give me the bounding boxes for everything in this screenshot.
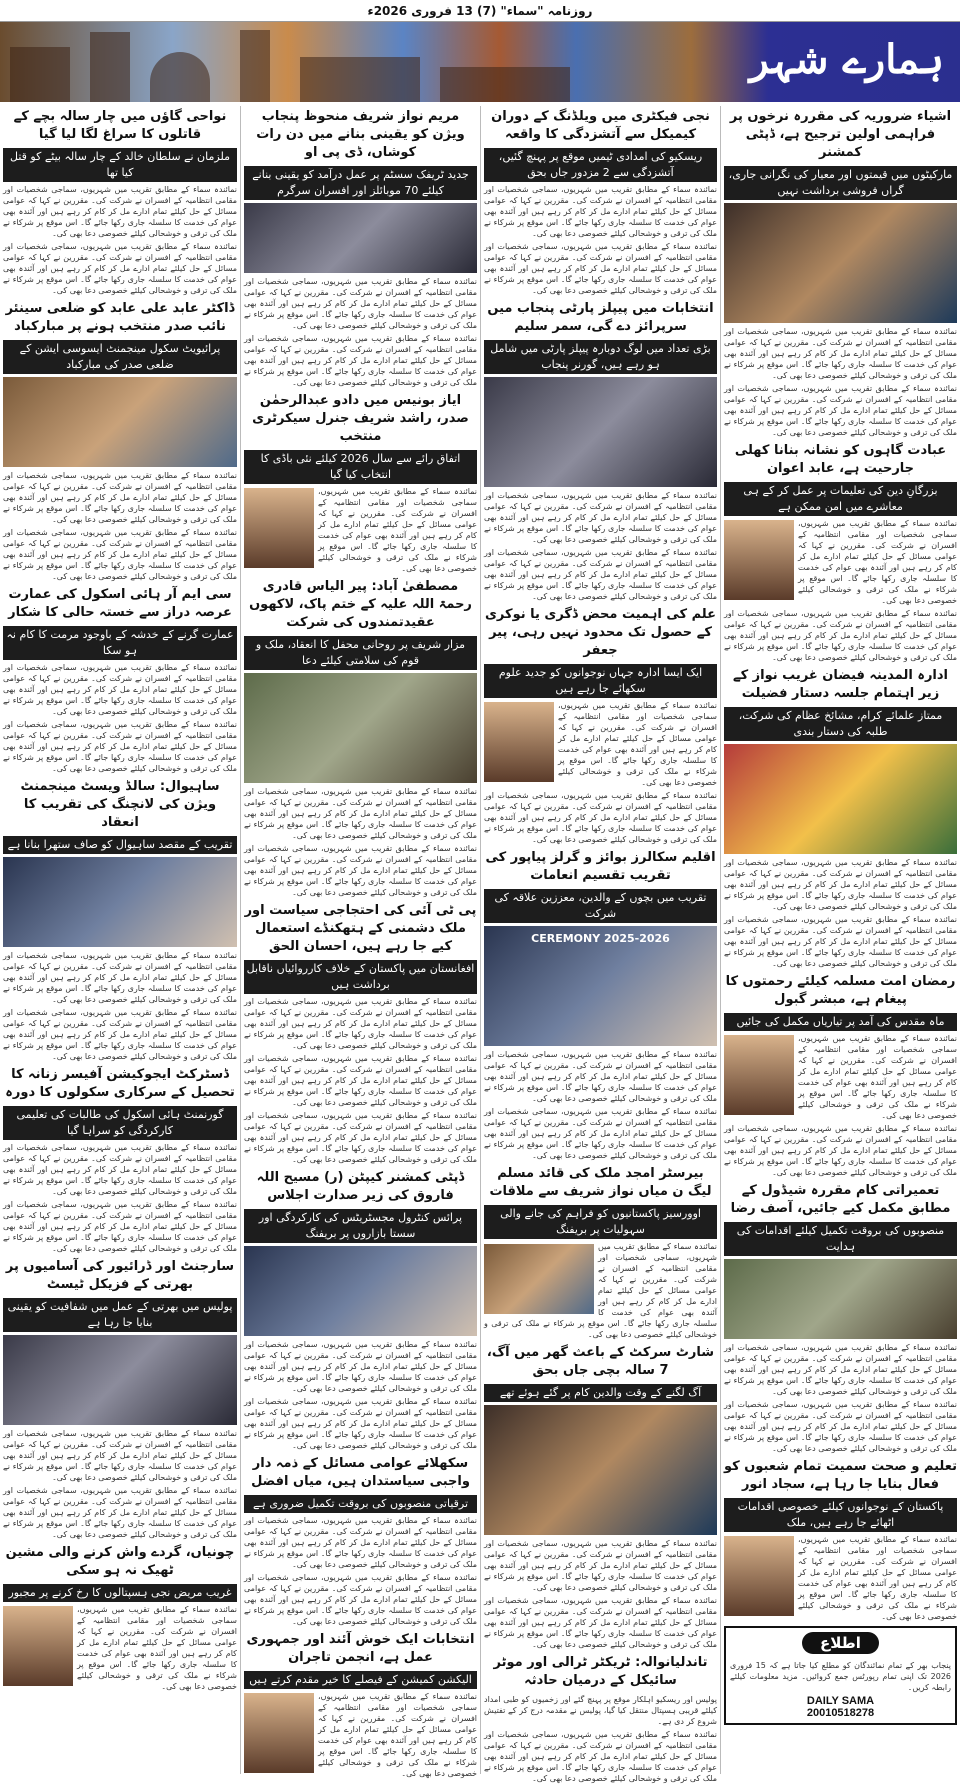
headline: مصطفیٰ آباد: پیر الیاس قادری رحمۃ اللہ علیہ کے ختم پاک، لاکھوں عقیدتمندوں کی شرکت [249,579,472,630]
announcement-box [724,1626,957,1725]
subheadline: بڑی تعداد میں لوگ دوبارہ پیپلز پارٹی میں شامل ہو رہے ہیں، گورنر پنجاب [484,340,717,374]
headline: ڈاکٹر عابد علی عابد کو ضلعی سینئر نائب صدر منتخب ہونے پر مبارکباد [5,301,235,334]
subheadline: منصوبوں کی بروقت تکمیل کیلئے اقدامات کی ہدایت [724,1222,957,1256]
headline: علم کی اہمیت محض ڈگری یا نوکری کے حصول تک محدود نہیں رہی، پیر جعفر [485,607,716,658]
article-text: پولیس اور ریسکیو اہلکار موقع پر پہنچ گئے اور زخمیوں کو طبی امداد کیلئے قریبی ہسپتال منتقل کیا گیا، پولیس نے مقدمہ درج کر کے تفتیش شروع کر دی ہے۔ [484,1695,717,1726]
subheadline: بزرگانِ دین کی تعلیمات پر عمل کر کے ہی معاشرے میں امن ممکن ہے [724,482,957,516]
headline: چونیاں، گردے واش کرنے والی مشین ٹھیک نہ ہو سکی [5,1545,235,1578]
article-text: نمائندہ سماء کے مطابق تقریب میں شہریوں، سماجی شخصیات اور مقامی انتظامیہ کے افسران نے شرکت کی۔ مقررین نے کہا کہ عوامی مسائل کے حل کیلئے تمام ادارے مل کر کام کر رہے ہیں اور آئندہ بھی عوام کی خدمت کا سلسلہ جاری رکھا جائے گا۔ اس موقع پر شرکاء نے ملک کی ترقی و خوشحالی کیلئے خصوصی دعا بھی کی۔ [3,1429,237,1482]
subheadline: ممتاز علمائے کرام، مشائخ عظام کی شرکت، طلبہ کی دستار بندی [724,707,957,741]
announcement-phone: 20010518278 [806,1707,875,1719]
article-text: نمائندہ سماء کے مطابق تقریب میں شہریوں، سماجی شخصیات اور مقامی انتظامیہ کے افسران نے شرکت کی۔ مقررین نے کہا کہ عوامی مسائل کے حل کیلئے تمام ادارے مل کر کام کر رہے ہیں اور آئندہ بھی عوام کی خدمت کا سلسلہ جاری رکھا جائے گا۔ اس موقع پر شرکاء نے ملک کی ترقی و خوشحالی کیلئے خصوصی دعا بھی کی۔ [724,609,957,662]
article-text: نمائندہ سماء کے مطابق تقریب میں شہریوں، سماجی شخصیات اور مقامی انتظامیہ کے افسران نے شرکت کی۔ مقررین نے کہا کہ عوامی مسائل کے حل کیلئے تمام ادارے مل کر کام کر رہے ہیں اور آئندہ بھی عوام کی خدمت کا سلسلہ جاری رکھا جائے گا۔ اس موقع پر شرکاء نے ملک کی ترقی و خوشحالی کیلئے خصوصی دعا بھی کی۔ [3,951,237,1004]
photo-caption: CEREMONY 2025-2026 [531,932,670,945]
banner [0,22,960,102]
article-text: نمائندہ سماء کے مطابق تقریب میں شہریوں، سماجی شخصیات اور مقامی انتظامیہ کے افسران نے شرکت کی۔ مقررین نے کہا کہ عوامی مسائل کے حل کیلئے تمام ادارے مل کر کام کر رہے ہیں اور آئندہ بھی عوام کی خدمت کا سلسلہ جاری رکھا جائے گا۔ اس موقع پر شرکاء نے ملک کی ترقی و خوشحالی کیلئے خصوصی دعا بھی کی۔ [3,1200,237,1253]
section-title: ہمارے شہر [749,36,944,83]
column-2 [480,106,720,1783]
article-text: نمائندہ سماء کے مطابق تقریب میں شہریوں، سماجی شخصیات اور مقامی انتظامیہ کے افسران نے شرکت کی۔ مقررین نے کہا کہ عوامی مسائل کے حل کیلئے تمام ادارے مل کر کام کر رہے ہیں اور آئندہ بھی عوام کی خدمت کا سلسلہ جاری رکھا جائے گا۔ اس موقع پر شرکاء نے ملک کی ترقی و خوشحالی کیلئے خصوصی دعا بھی کی۔ [484,242,717,295]
article-text: نمائندہ سماء کے مطابق تقریب میں شہریوں، سماجی شخصیات اور مقامی انتظامیہ کے افسران نے شرکت کی۔ مقررین نے کہا کہ عوامی مسائل کے حل کیلئے تمام ادارے مل کر کام کر رہے ہیں اور آئندہ بھی عوام کی خدمت کا سلسلہ جاری رکھا جائے گا۔ اس موقع پر شرکاء نے ملک کی ترقی و خوشحالی کیلئے خصوصی دعا بھی کی۔ [484,548,717,601]
portrait-photo [244,488,314,568]
portrait-photo [724,1035,794,1115]
gathering-photo [244,673,477,783]
headline: تعمیراتی کام مقررہ شیڈول کے مطابق مکمل کیے جائیں، آصف رضا [730,1183,951,1216]
headline: عبادت گاہوں کو نشانہ بنانا کھلی جارحیت ہے، عابد اعوان [734,443,947,476]
ceremony-photo [724,744,957,854]
article-text: نمائندہ سماء کے مطابق تقریب میں شہریوں، سماجی شخصیات اور مقامی انتظامیہ کے افسران نے شرکت کی۔ مقررین نے کہا کہ عوامی مسائل کے حل کیلئے تمام ادارے مل کر کام کر رہے ہیں اور آئندہ بھی عوام کی خدمت کا سلسلہ جاری رکھا جائے گا۔ اس موقع پر شرکاء نے ملک کی ترقی و خوشحالی کیلئے خصوصی دعا بھی کی۔ [484,1050,717,1103]
headline: اشیاء ضروریہ کی مقررہ نرخوں پر فراہمی اولین ترجیح ہے، ڈپٹی کمشنر [729,109,952,160]
article-text: نمائندہ سماء کے مطابق تقریب میں شہریوں، سماجی شخصیات اور مقامی انتظامیہ کے افسران نے شرکت کی۔ مقررین نے کہا کہ عوامی مسائل کے حل کیلئے تمام ادارے مل کر کام کر رہے ہیں اور آئندہ بھی عوام کی خدمت کا سلسلہ جاری رکھا جائے گا۔ اس موقع پر شرکاء نے ملک کی ترقی و خوشحالی کیلئے خصوصی دعا بھی کی۔ [3,1143,237,1196]
article-text: نمائندہ سماء کے مطابق تقریب میں شہریوں، سماجی شخصیات اور مقامی انتظامیہ کے افسران نے شرکت کی۔ مقررین نے کہا کہ عوامی مسائل کے حل کیلئے تمام ادارے مل کر کام کر رہے ہیں اور آئندہ بھی عوام کی خدمت کا سلسلہ جاری رکھا جائے گا۔ اس موقع پر شرکاء نے ملک کی ترقی و خوشحالی کیلئے خصوصی دعا بھی کی۔ [724,327,957,380]
headline: پی ٹی آئی کی احتجاجی سیاست اور ملک دشمنی کے ہتھکنڈے استعمال کیے جا رہے ہیں، احسان الحق [244,903,477,954]
article-text: نمائندہ سماء کے مطابق تقریب میں شہریوں، سماجی شخصیات اور مقامی انتظامیہ کے افسران نے شرکت کی۔ مقررین نے کہا کہ عوامی مسائل کے حل کیلئے تمام ادارے مل کر کام کر رہے ہیں اور آئندہ بھی عوام کی خدمت کا سلسلہ جاری رکھا جائے گا۔ اس موقع پر شرکاء نے ملک کی ترقی و خوشحالی کیلئے خصوصی دعا بھی کی۔ [77,1605,237,1691]
subheadline: ملزمان نے سلطان خالد کے چار سالہ بیٹے کو قتل کیا تھا [3,148,237,182]
headline: سی ایم آر ہائی اسکول کی عمارت عرصہ دراز سے خستہ حالی کا شکار [8,587,232,620]
meeting-room-photo [244,1246,477,1336]
article-text: نمائندہ سماء کے مطابق تقریب میں شہریوں، سماجی شخصیات اور مقامی انتظامیہ کے افسران نے شرکت کی۔ مقررین نے کہا کہ عوامی مسائل کے حل کیلئے تمام ادارے مل کر کام کر رہے ہیں اور آئندہ بھی عوام کی خدمت کا سلسلہ جاری رکھا جائے گا۔ اس موقع پر شرکاء نے ملک کی ترقی و خوشحالی کیلئے خصوصی دعا بھی کی۔ [484,491,717,544]
article-text: نمائندہ سماء کے مطابق تقریب میں شہریوں، سماجی شخصیات اور مقامی انتظامیہ کے افسران نے شرکت کی۔ مقررین نے کہا کہ عوامی مسائل کے حل کیلئے تمام ادارے مل کر کام کر رہے ہیں اور آئندہ بھی عوام کی خدمت کا سلسلہ جاری رکھا جائے گا۔ اس موقع پر شرکاء نے ملک کی ترقی و خوشحالی کیلئے خصوصی دعا بھی کی۔ [3,1486,237,1539]
article-text: نمائندہ سماء کے مطابق تقریب میں شہریوں، سماجی شخصیات اور مقامی انتظامیہ کے افسران نے شرکت کی۔ مقررین نے کہا کہ عوامی مسائل کے حل کیلئے تمام ادارے مل کر کام کر رہے ہیں اور آئندہ بھی عوام کی خدمت کا سلسلہ جاری رکھا جائے گا۔ اس موقع پر شرکاء نے ملک کی ترقی و خوشحالی کیلئے خصوصی دعا بھی کی۔ [724,915,957,968]
article-text: نمائندہ سماء کے مطابق تقریب میں شہریوں، سماجی شخصیات اور مقامی انتظامیہ کے افسران نے شرکت کی۔ مقررین نے کہا کہ عوامی مسائل کے حل کیلئے تمام ادارے مل کر کام کر رہے ہیں اور آئندہ بھی عوام کی خدمت کا سلسلہ جاری رکھا جائے گا۔ اس موقع پر شرکاء نے ملک کی ترقی و خوشحالی کیلئے خصوصی دعا بھی کی۔ [484,791,717,844]
article-text: نمائندہ سماء کے مطابق تقریب میں شہریوں، سماجی شخصیات اور مقامی انتظامیہ کے افسران نے شرکت کی۔ مقررین نے کہا کہ عوامی مسائل کے حل کیلئے تمام ادارے مل کر کام کر رہے ہیں اور آئندہ بھی عوام کی خدمت کا سلسلہ جاری رکھا جائے گا۔ اس موقع پر شرکاء نے ملک کی ترقی و خوشحالی کیلئے خصوصی دعا بھی کی۔ [798,1535,957,1621]
tower-illustration [90,32,130,102]
article-text: نمائندہ سماء کے مطابق تقریب میں شہریوں، سماجی شخصیات اور مقامی انتظامیہ کے افسران نے شرکت کی۔ مقررین نے کہا کہ عوامی مسائل کے حل کیلئے تمام ادارے مل کر کام کر رہے ہیں اور آئندہ بھی عوام کی خدمت کا سلسلہ جاری رکھا جائے گا۔ اس موقع پر شرکاء نے ملک کی ترقی و خوشحالی کیلئے خصوصی دعا بھی کی۔ [724,384,957,437]
article-text: نمائندہ سماء کے مطابق تقریب میں شہریوں، سماجی شخصیات اور مقامی انتظامیہ کے افسران نے شرکت کی۔ مقررین نے کہا کہ عوامی مسائل کے حل کیلئے تمام ادارے مل کر کام کر رہے ہیں اور آئندہ بھی عوام کی خدمت کا سلسلہ جاری رکھا جائے گا۔ اس موقع پر شرکاء نے ملک کی ترقی و خوشحالی کیلئے خصوصی دعا بھی کی۔ [244,1054,477,1107]
subheadline: ماہ مقدس کی آمد پر تیاریاں مکمل کی جائیں [724,1013,957,1031]
headline: ڈپٹی کمشنر کیپٹن (ر) مسیح اللہ فاروق کی زیر صدارت اجلاس [256,1170,465,1203]
headline: تعلیم و صحت سمیت تمام شعبوں کو فعال بنایا جا رہا ہے، سجاد انور [724,1459,957,1492]
headline: ڈسٹرکٹ ایجوکیشن آفیسر زنانہ کا تحصیل کے سرکاری سکولوں کا دورہ [5,1067,235,1100]
article-text: نمائندہ سماء کے مطابق تقریب میں شہریوں، سماجی شخصیات اور مقامی انتظامیہ کے افسران نے شرکت کی۔ مقررین نے کہا کہ عوامی مسائل کے حل کیلئے تمام ادارے مل کر کام کر رہے ہیں اور آئندہ بھی عوام کی خدمت کا سلسلہ جاری رکھا جائے گا۔ اس موقع پر شرکاء نے ملک کی ترقی و خوشحالی کیلئے خصوصی دعا بھی کی۔ [244,787,477,840]
subheadline: آگ لگنے کے وقت والدین کام پر گئے ہوئے تھے [484,1384,717,1402]
fort-illustration [10,47,70,102]
subheadline: اتفاق رائے سے سال 2026 کیلئے نئی باڈی کا انتخاب کیا گیا [244,450,477,484]
article-text: نمائندہ سماء کے مطابق تقریب میں شہریوں، سماجی شخصیات اور مقامی انتظامیہ کے افسران نے شرکت کی۔ مقررین نے کہا کہ عوامی مسائل کے حل کیلئے تمام ادارے مل کر کام کر رہے ہیں اور آئندہ بھی عوام کی خدمت کا سلسلہ جاری رکھا جائے گا۔ اس موقع پر شرکاء نے ملک کی ترقی و خوشحالی کیلئے خصوصی دعا بھی کی۔ [724,1124,957,1177]
headline: ساہیوال: سالڈ ویسٹ مینجمنٹ ویژن کی لانچنگ کی تقریب کا انعقاد [20,779,220,830]
column-4 [0,106,240,1774]
announcement-title: اطلاع [802,1632,879,1654]
headline: رمضان امت مسلمہ کیلئے رحمتوں کا پیغام ہے، مبشر گبول [725,974,956,1007]
tomb-illustration [150,52,210,102]
article-text: نمائندہ سماء کے مطابق تقریب میں شہریوں، سماجی شخصیات اور مقامی انتظامیہ کے افسران نے شرکت کی۔ مقررین نے کہا کہ عوامی مسائل کے حل کیلئے تمام ادارے مل کر کام کر رہے ہیں اور آئندہ بھی عوام کی خدمت کا سلسلہ جاری رکھا جائے گا۔ اس موقع پر شرکاء نے ملک کی ترقی و خوشحالی کیلئے خصوصی دعا بھی کی۔ [244,1397,477,1450]
headline: انتخابات میں پیپلز پارٹی پنجاب میں سرپرائز دے گی، سمر سلیم [487,301,714,334]
article-text: نمائندہ سماء کے مطابق تقریب میں شہریوں، سماجی شخصیات اور مقامی انتظامیہ کے افسران نے شرکت کی۔ مقررین نے کہا کہ عوامی مسائل کے حل کیلئے تمام ادارے مل کر کام کر رہے ہیں اور آئندہ بھی عوام کی خدمت کا سلسلہ جاری رکھا جائے گا۔ اس موقع پر شرکاء نے ملک کی ترقی و خوشحالی کیلئے خصوصی دعا بھی کی۔ [3,1008,237,1061]
article-text: نمائندہ سماء کے مطابق تقریب میں شہریوں، سماجی شخصیات اور مقامی انتظامیہ کے افسران نے شرکت کی۔ مقررین نے کہا کہ عوامی مسائل کے حل کیلئے تمام ادارے مل کر کام کر رہے ہیں اور آئندہ بھی عوام کی خدمت کا سلسلہ جاری رکھا جائے گا۔ اس موقع پر شرکاء نے ملک کی ترقی و خوشحالی کیلئے خصوصی دعا بھی کی۔ [244,277,477,330]
portrait-photo [724,520,794,600]
subheadline: مزار شریف پر روحانی محفل کا انعقاد، ملک و قوم کی سلامتی کیلئے دعا [244,636,477,670]
headline: ادارہ المدینہ فیضان غریب نواز کے زیر اہتمام جلسہ دستار فضیلت [732,668,949,701]
article-text: نمائندہ سماء کے مطابق تقریب میں شہریوں، سماجی شخصیات اور مقامی انتظامیہ کے افسران نے شرکت کی۔ مقررین نے کہا کہ عوامی مسائل کے حل کیلئے تمام ادارے مل کر کام کر رہے ہیں اور آئندہ بھی عوام کی خدمت کا سلسلہ جاری رکھا جائے گا۔ اس موقع پر شرکاء نے ملک کی ترقی و خوشحالی کیلئے خصوصی دعا بھی کی۔ [3,185,237,238]
subheadline: مارکیٹوں میں قیمتوں اور معیار کی نگرانی جاری، گراں فروشی برداشت نہیں [724,166,957,200]
headline: نواحی گاؤں میں چار سالہ بچے کے قاتلوں کا سراغ لگا لیا گیا [13,109,227,142]
article-text: نمائندہ سماء کے مطابق تقریب میں شہریوں، سماجی شخصیات اور مقامی انتظامیہ کے افسران نے شرکت کی۔ مقررین نے کہا کہ عوامی مسائل کے حل کیلئے تمام ادارے مل کر کام کر رہے ہیں اور آئندہ بھی عوام کی خدمت کا سلسلہ جاری رکھا جائے گا۔ اس موقع پر شرکاء نے ملک کی ترقی و خوشحالی کیلئے خصوصی دعا بھی کی۔ [244,844,477,897]
subheadline: پرائیویٹ سکول مینجمنٹ ایسوسی ایشن کے ضلعی صدر کی مبارکباد [3,340,237,374]
article-text: نمائندہ سماء کے مطابق تقریب میں شہریوں، سماجی شخصیات اور مقامی انتظامیہ کے افسران نے شرکت کی۔ مقررین نے کہا کہ عوامی مسائل کے حل کیلئے تمام ادارے مل کر کام کر رہے ہیں اور آئندہ بھی عوام کی خدمت کا سلسلہ جاری رکھا جائے گا۔ اس موقع پر شرکاء نے ملک کی ترقی و خوشحالی کیلئے خصوصی دعا بھی کی۔ [3,528,237,581]
article-text: نمائندہ سماء کے مطابق تقریب میں شہریوں، سماجی شخصیات اور مقامی انتظامیہ کے افسران نے شرکت کی۔ مقررین نے کہا کہ عوامی مسائل کے حل کیلئے تمام ادارے مل کر کام کر رہے ہیں اور آئندہ بھی عوام کی خدمت کا سلسلہ جاری رکھا جائے گا۔ اس موقع پر شرکاء نے ملک کی ترقی و خوشحالی کیلئے خصوصی دعا بھی کی۔ [484,1107,717,1160]
headline: تاندلیانوالہ: ٹریکٹر ٹرالی اور موٹر سائیکل کے درمیان حادثہ [493,1655,708,1688]
portrait-photo [244,1693,314,1773]
article-text: نمائندہ سماء کے مطابق تقریب میں شہریوں، سماجی شخصیات اور مقامی انتظامیہ کے افسران نے شرکت کی۔ مقررین نے کہا کہ عوامی مسائل کے حل کیلئے تمام ادارے مل کر کام کر رہے ہیں اور آئندہ بھی عوام کی خدمت کا سلسلہ جاری رکھا جائے گا۔ اس موقع پر شرکاء نے ملک کی ترقی و خوشحالی کیلئے خصوصی دعا بھی کی۔ [3,242,237,295]
article-text: نمائندہ سماء کے مطابق تقریب میں شہریوں، سماجی شخصیات اور مقامی انتظامیہ کے افسران نے شرکت کی۔ مقررین نے کہا کہ عوامی مسائل کے حل کیلئے تمام ادارے مل کر کام کر رہے ہیں اور آئندہ بھی عوام کی خدمت کا سلسلہ جاری رکھا جائے گا۔ اس موقع پر شرکاء نے ملک کی ترقی و خوشحالی کیلئے خصوصی دعا بھی کی۔ [318,487,477,573]
subheadline: افغانستان میں پاکستان کے خلاف کارروائیاں ناقابل برداشت ہیں [244,960,477,994]
article-text: نمائندہ سماء کے مطابق تقریب میں شہریوں، سماجی شخصیات اور مقامی انتظامیہ کے افسران نے شرکت کی۔ مقررین نے کہا کہ عوامی مسائل کے حل کیلئے تمام ادارے مل کر کام کر رہے ہیں اور آئندہ بھی عوام کی خدمت کا سلسلہ جاری رکھا جائے گا۔ اس موقع پر شرکاء نے ملک کی ترقی و خوشحالی کیلئے خصوصی دعا بھی کی۔ [484,1730,717,1783]
subheadline: پرائس کنٹرول مجسٹریٹس کی کارکردگی اور سستا بازاروں پر بریفنگ [244,1209,477,1243]
subheadline: جدید ٹریفک سسٹم پر عمل درآمد کو یقینی بنانے کیلئے 70 موبائلز اور افسران سرگرم [244,166,477,200]
subheadline: گورنمنٹ ہائی اسکول کی طالبات کی تعلیمی کارکردگی کو سراہا گیا [3,1106,237,1140]
article-text: نمائندہ سماء کے مطابق تقریب میں شہریوں، سماجی شخصیات اور مقامی انتظامیہ کے افسران نے شرکت کی۔ مقررین نے کہا کہ عوامی مسائل کے حل کیلئے تمام ادارے مل کر کام کر رہے ہیں اور آئندہ بھی عوام کی خدمت کا سلسلہ جاری رکھا جائے گا۔ اس موقع پر شرکاء نے ملک کی ترقی و خوشحالی کیلئے خصوصی دعا بھی کی۔ [244,334,477,387]
recruitment-photo [3,1335,237,1425]
article-text: نمائندہ سماء کے مطابق تقریب میں شہریوں، سماجی شخصیات اور مقامی انتظامیہ کے افسران نے شرکت کی۔ مقررین نے کہا کہ عوامی مسائل کے حل کیلئے تمام ادارے مل کر کام کر رہے ہیں اور آئندہ بھی عوام کی خدمت کا سلسلہ جاری رکھا جائے گا۔ اس موقع پر شرکاء نے ملک کی ترقی و خوشحالی کیلئے خصوصی دعا بھی کی۔ [3,720,237,773]
subheadline: اوورسیز پاکستانیوں کو فراہم کی جانے والی سہولیات پر بریفنگ [484,1205,717,1239]
market-photo [724,203,957,323]
column-3 [240,106,480,1778]
subheadline: ایک ایسا ادارہ جہاں نوجوانوں کو جدید علوم سکھائے جا رہے ہیں [484,664,717,698]
article-text: نمائندہ سماء کے مطابق تقریب میں شہریوں، سماجی شخصیات اور مقامی انتظامیہ کے افسران نے شرکت کی۔ مقررین نے کہا کہ عوامی مسائل کے حل کیلئے تمام ادارے مل کر کام کر رہے ہیں اور آئندہ بھی عوام کی خدمت کا سلسلہ جاری رکھا جائے گا۔ اس موقع پر شرکاء نے ملک کی ترقی و خوشحالی کیلئے خصوصی دعا بھی کی۔ [484,185,717,238]
portrait-photo [3,1606,73,1686]
subheadline: ترقیاتی منصوبوں کی بروقت تکمیل ضروری ہے [244,1495,477,1513]
award-ceremony-photo [484,926,717,1046]
article-text: نمائندہ سماء کے مطابق تقریب میں شہریوں، سماجی شخصیات اور مقامی انتظامیہ کے افسران نے شرکت کی۔ مقررین نے کہا کہ عوامی مسائل کے حل کیلئے تمام ادارے مل کر کام کر رہے ہیں اور آئندہ بھی عوام کی خدمت کا سلسلہ جاری رکھا جائے گا۔ اس موقع پر شرکاء نے ملک کی ترقی و خوشحالی کیلئے خصوصی دعا بھی کی۔ [3,663,237,716]
article-text: نمائندہ سماء کے مطابق تقریب میں شہریوں، سماجی شخصیات اور مقامی انتظامیہ کے افسران نے شرکت کی۔ مقررین نے کہا کہ عوامی مسائل کے حل کیلئے تمام ادارے مل کر کام کر رہے ہیں اور آئندہ بھی عوام کی خدمت کا سلسلہ جاری رکھا جائے گا۔ اس موقع پر شرکاء نے ملک کی ترقی و خوشحالی کیلئے خصوصی دعا بھی کی۔ [244,1111,477,1164]
fire-scene-photo [484,1405,717,1535]
subheadline: عمارت گرنے کے خدشہ کے باوجود مرمت کا کام نہ ہو سکا [3,626,237,660]
headline: سکھلائے عوامی مسائل کے ذمہ دار واجبی سیاستدان ہیں، میاں افضل [251,1456,470,1489]
headline: شارٹ سرکٹ کے باعث گھر میں آگ، 7 سالہ بچی جاں بحق [486,1345,715,1378]
clocktower-illustration [240,30,270,102]
article-text: نمائندہ سماء کے مطابق تقریب میں شہریوں، سماجی شخصیات اور مقامی انتظامیہ کے افسران نے شرکت کی۔ مقررین نے کہا کہ عوامی مسائل کے حل کیلئے تمام ادارے مل کر کام کر رہے ہیں اور آئندہ بھی عوام کی خدمت کا سلسلہ جاری رکھا جائے گا۔ اس موقع پر شرکاء نے ملک کی ترقی و خوشحالی کیلئے خصوصی دعا بھی کی۔ [3,471,237,524]
article-text: نمائندہ سماء کے مطابق تقریب میں شہریوں، سماجی شخصیات اور مقامی انتظامیہ کے افسران نے شرکت کی۔ مقررین نے کہا کہ عوامی مسائل کے حل کیلئے تمام ادارے مل کر کام کر رہے ہیں اور آئندہ بھی عوام کی خدمت کا سلسلہ جاری رکھا جائے گا۔ اس موقع پر شرکاء نے ملک کی ترقی و خوشحالی کیلئے خصوصی دعا بھی کی۔ [724,1343,957,1396]
headline: نجی فیکٹری میں ویلڈنگ کے دوران کیمیکل سے آتشزدگی کا واقعہ [491,109,710,142]
article-text: نمائندہ سماء کے مطابق تقریب میں شہریوں، سماجی شخصیات اور مقامی انتظامیہ کے افسران نے شرکت کی۔ مقررین نے کہا کہ عوامی مسائل کے حل کیلئے تمام ادارے مل کر کام کر رہے ہیں اور آئندہ بھی عوام کی خدمت کا سلسلہ جاری رکھا جائے گا۔ اس موقع پر شرکاء نے ملک کی ترقی و خوشحالی کیلئے خصوصی دعا بھی کی۔ [484,1242,717,1339]
article-text: نمائندہ سماء کے مطابق تقریب میں شہریوں، سماجی شخصیات اور مقامی انتظامیہ کے افسران نے شرکت کی۔ مقررین نے کہا کہ عوامی مسائل کے حل کیلئے تمام ادارے مل کر کام کر رہے ہیں اور آئندہ بھی عوام کی خدمت کا سلسلہ جاری رکھا جائے گا۔ اس موقع پر شرکاء نے ملک کی ترقی و خوشحالی کیلئے خصوصی دعا بھی کی۔ [244,1573,477,1626]
article-text: نمائندہ سماء کے مطابق تقریب میں شہریوں، سماجی شخصیات اور مقامی انتظامیہ کے افسران نے شرکت کی۔ مقررین نے کہا کہ عوامی مسائل کے حل کیلئے تمام ادارے مل کر کام کر رہے ہیں اور آئندہ بھی عوام کی خدمت کا سلسلہ جاری رکھا جائے گا۔ اس موقع پر شرکاء نے ملک کی ترقی و خوشحالی کیلئے خصوصی دعا بھی کی۔ [244,1340,477,1393]
subheadline: تقریب میں بچوں کے والدین، معززین علاقہ کی شرکت [484,889,717,923]
subheadline: الیکشن کمیشن کے فیصلے کا خیر مقدم کرتے ہیں [244,1671,477,1689]
meeting-photo [484,377,717,487]
subheadline: پاکستان کے نوجوانوں کیلئے خصوصی اقدامات اٹھائے جا رہے ہیں، ملک [724,1498,957,1532]
subheadline: پولیس میں بھرتی کے عمل میں شفافیت کو یقینی بنایا جا رہا ہے [3,1298,237,1332]
article-text: نمائندہ سماء کے مطابق تقریب میں شہریوں، سماجی شخصیات اور مقامی انتظامیہ کے افسران نے شرکت کی۔ مقررین نے کہا کہ عوامی مسائل کے حل کیلئے تمام ادارے مل کر کام کر رہے ہیں اور آئندہ بھی عوام کی خدمت کا سلسلہ جاری رکھا جائے گا۔ اس موقع پر شرکاء نے ملک کی ترقی و خوشحالی کیلئے خصوصی دعا بھی کی۔ [318,1692,477,1778]
article-text: نمائندہ سماء کے مطابق تقریب میں شہریوں، سماجی شخصیات اور مقامی انتظامیہ کے افسران نے شرکت کی۔ مقررین نے کہا کہ عوامی مسائل کے حل کیلئے تمام ادارے مل کر کام کر رہے ہیں اور آئندہ بھی عوام کی خدمت کا سلسلہ جاری رکھا جائے گا۔ اس موقع پر شرکاء نے ملک کی ترقی و خوشحالی کیلئے خصوصی دعا بھی کی۔ [484,1539,717,1592]
headline: انتخابات ایک خوش آئند اور جمہوری عمل ہے، انجمن تاجران [246,1632,475,1665]
article-text: نمائندہ سماء کے مطابق تقریب میں شہریوں، سماجی شخصیات اور مقامی انتظامیہ کے افسران نے شرکت کی۔ مقررین نے کہا کہ عوامی مسائل کے حل کیلئے تمام ادارے مل کر کام کر رہے ہیں اور آئندہ بھی عوام کی خدمت کا سلسلہ جاری رکھا جائے گا۔ اس موقع پر شرکاء نے ملک کی ترقی و خوشحالی کیلئے خصوصی دعا بھی کی۔ [798,1034,957,1120]
article-text: نمائندہ سماء کے مطابق تقریب میں شہریوں، سماجی شخصیات اور مقامی انتظامیہ کے افسران نے شرکت کی۔ مقررین نے کہا کہ عوامی مسائل کے حل کیلئے تمام ادارے مل کر کام کر رہے ہیں اور آئندہ بھی عوام کی خدمت کا سلسلہ جاری رکھا جائے گا۔ اس موقع پر شرکاء نے ملک کی ترقی و خوشحالی کیلئے خصوصی دعا بھی کی۔ [724,858,957,911]
announcement-brand: DAILY SAMA [806,1695,875,1707]
group-photo [3,377,237,467]
site-visit-photo [724,1259,957,1339]
masthead: روزنامہ "سماء" (7) 13 فروری 2026ء [0,0,960,22]
subheadline: غریب مریض نجی ہسپتالوں کا رخ کرنے پر مجبور [3,1584,237,1602]
article-text: نمائندہ سماء کے مطابق تقریب میں شہریوں، سماجی شخصیات اور مقامی انتظامیہ کے افسران نے شرکت کی۔ مقررین نے کہا کہ عوامی مسائل کے حل کیلئے تمام ادارے مل کر کام کر رہے ہیں اور آئندہ بھی عوام کی خدمت کا سلسلہ جاری رکھا جائے گا۔ اس موقع پر شرکاء نے ملک کی ترقی و خوشحالی کیلئے خصوصی دعا بھی کی۔ [244,997,477,1050]
headline: مریم نواز شریف منحوظ پنجاب ویژن کو یقینی بنانے میں دن رات کوشاں، ڈی پی او [256,109,465,160]
portrait-photo [724,1536,794,1616]
article-text: نمائندہ سماء کے مطابق تقریب میں شہریوں، سماجی شخصیات اور مقامی انتظامیہ کے افسران نے شرکت کی۔ مقررین نے کہا کہ عوامی مسائل کے حل کیلئے تمام ادارے مل کر کام کر رہے ہیں اور آئندہ بھی عوام کی خدمت کا سلسلہ جاری رکھا جائے گا۔ اس موقع پر شرکاء نے ملک کی ترقی و خوشحالی کیلئے خصوصی دعا بھی کی۔ [724,1400,957,1453]
meeting-photo [484,1244,594,1314]
headline: ایاز بونیس میں دادو عبدالرحمٰن صدر، راشد شریف جنرل سیکرٹری منتخب [252,393,469,444]
subheadline: ریسکیو کی امدادی ٹیمیں موقع پر پہنچ گئیں، آتشزدگی سے 2 مزدور جاں بحق [484,148,717,182]
wall-illustration [440,67,570,102]
article-text: نمائندہ سماء کے مطابق تقریب میں شہریوں، سماجی شخصیات اور مقامی انتظامیہ کے افسران نے شرکت کی۔ مقررین نے کہا کہ عوامی مسائل کے حل کیلئے تمام ادارے مل کر کام کر رہے ہیں اور آئندہ بھی عوام کی خدمت کا سلسلہ جاری رکھا جائے گا۔ اس موقع پر شرکاء نے ملک کی ترقی و خوشحالی کیلئے خصوصی دعا بھی کی۔ [244,1516,477,1569]
palace-illustration [300,57,420,102]
article-text: نمائندہ سماء کے مطابق تقریب میں شہریوں، سماجی شخصیات اور مقامی انتظامیہ کے افسران نے شرکت کی۔ مقررین نے کہا کہ عوامی مسائل کے حل کیلئے تمام ادارے مل کر کام کر رہے ہیں اور آئندہ بھی عوام کی خدمت کا سلسلہ جاری رکھا جائے گا۔ اس موقع پر شرکاء نے ملک کی ترقی و خوشحالی کیلئے خصوصی دعا بھی کی۔ [798,519,957,605]
portrait-photo [484,702,554,782]
article-text: نمائندہ سماء کے مطابق تقریب میں شہریوں، سماجی شخصیات اور مقامی انتظامیہ کے افسران نے شرکت کی۔ مقررین نے کہا کہ عوامی مسائل کے حل کیلئے تمام ادارے مل کر کام کر رہے ہیں اور آئندہ بھی عوام کی خدمت کا سلسلہ جاری رکھا جائے گا۔ اس موقع پر شرکاء نے ملک کی ترقی و خوشحالی کیلئے خصوصی دعا بھی کی۔ [558,701,717,787]
conference-photo [3,857,237,947]
column-1 [720,106,960,1774]
officials-photo [244,203,477,273]
article-text: نمائندہ سماء کے مطابق تقریب میں شہریوں، سماجی شخصیات اور مقامی انتظامیہ کے افسران نے شرکت کی۔ مقررین نے کہا کہ عوامی مسائل کے حل کیلئے تمام ادارے مل کر کام کر رہے ہیں اور آئندہ بھی عوام کی خدمت کا سلسلہ جاری رکھا جائے گا۔ اس موقع پر شرکاء نے ملک کی ترقی و خوشحالی کیلئے خصوصی دعا بھی کی۔ [484,1596,717,1649]
subheadline: تقریب کے مقصد ساہیوال کو صاف ستھرا بنانا ہے [3,836,237,854]
headline: سارجنٹ اور ڈرائیور کی آسامیوں پر بھرتی کے فزیکل ٹیسٹ [5,1259,235,1292]
announcement-text: پنجاب بھر کے تمام نمائندگان کو مطلع کیا جاتا ہے کہ 15 فروری 2026 تک اپنی تمام رپورٹس جمع کروائیں۔ مزید معلومات کیلئے رابطہ کریں۔ [730,1661,951,1692]
headline: بیرسٹر امجد ملک کی قائد مسلم لیگ ن میاں نواز شریف سے ملاقات [489,1166,712,1199]
headline: اقلیم سکالرز بوائز و گرلز پیاپور کی تقریب تقسیم انعامات [485,850,716,883]
